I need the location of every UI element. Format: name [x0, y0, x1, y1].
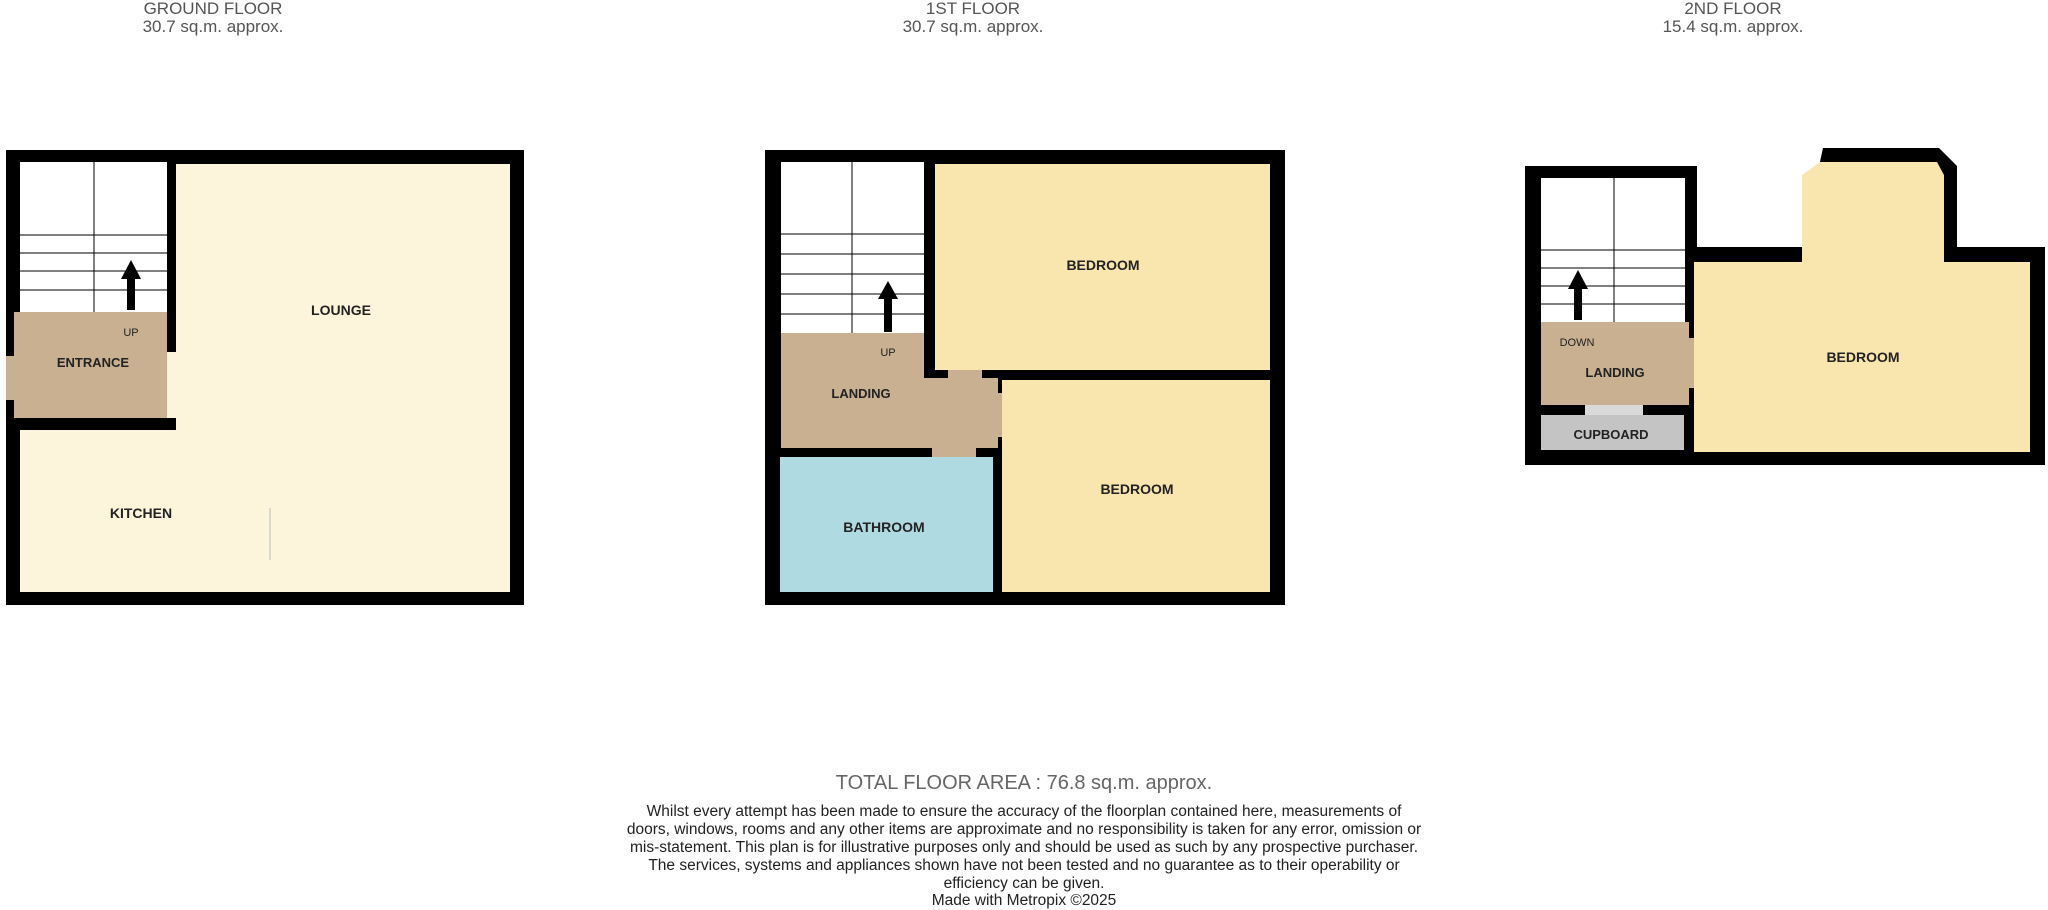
second-bedroom-room	[1694, 162, 2030, 452]
ground-up-label: UP	[123, 327, 139, 339]
second-floor-area: 15.4 sq.m. approx.	[1662, 17, 1804, 36]
first-floor-name: 1ST FLOOR	[925, 0, 1021, 18]
ground-floor-name: GROUND FLOOR	[143, 0, 283, 18]
ground-staircase	[20, 162, 167, 312]
second-staircase	[1541, 178, 1685, 322]
cupboard-label: CUPBOARD	[1573, 427, 1649, 442]
first-up-label: UP	[880, 347, 896, 359]
ground-floor-area: 30.7 sq.m. approx.	[142, 17, 284, 36]
second-floor-plan	[1525, 148, 2045, 465]
first-floor-plan	[765, 150, 1285, 605]
bathroom-label: BATHROOM	[843, 519, 925, 535]
first-landing-label: LANDING	[831, 386, 891, 401]
first-staircase	[781, 162, 924, 333]
credit-text: Made with Metropix ©2025	[931, 892, 1117, 909]
lounge-label: LOUNGE	[311, 302, 371, 318]
second-floor-name: 2ND FLOOR	[1684, 0, 1782, 18]
front-door-opening	[6, 356, 20, 400]
second-bedroom-label: BEDROOM	[1826, 349, 1900, 365]
bedroom-top-label: BEDROOM	[1066, 257, 1140, 273]
landing-top-bedroom-opening	[948, 370, 982, 378]
landing-bedroom-opening	[998, 393, 1002, 437]
disclaimer-text: Whilst every attempt has been made to ensure the accuracy of the floorplan contained here, measurements of doors, windows, rooms and any other items are approximate and no responsibility is taken for any error, omission or mis-statement. This plan is for illustrative purposes only and should be used as such by any prospective purchaser. The services, systems and appliances shown have not been tested and no guarantee as to their operability or efficiency can be given.	[626, 803, 1422, 892]
second-landing-label: LANDING	[1585, 365, 1645, 380]
second-landing-room	[1541, 322, 1689, 405]
second-down-label: DOWN	[1559, 337, 1595, 349]
total-floor-area: TOTAL FLOOR AREA : 76.8 sq.m. approx.	[835, 772, 1213, 794]
landing-bedroom-opening-2	[1689, 338, 1694, 388]
entrance-lounge-opening	[167, 352, 176, 418]
entrance-label: ENTRANCE	[56, 355, 130, 370]
landing-bathroom-opening	[932, 448, 976, 457]
kitchen-label: KITCHEN	[109, 505, 173, 521]
cupboard-door-opening	[1585, 405, 1643, 415]
first-floor-area: 30.7 sq.m. approx.	[902, 17, 1044, 36]
ground-floor-plan	[6, 150, 524, 605]
bedroom-bottom-label: BEDROOM	[1100, 481, 1174, 497]
